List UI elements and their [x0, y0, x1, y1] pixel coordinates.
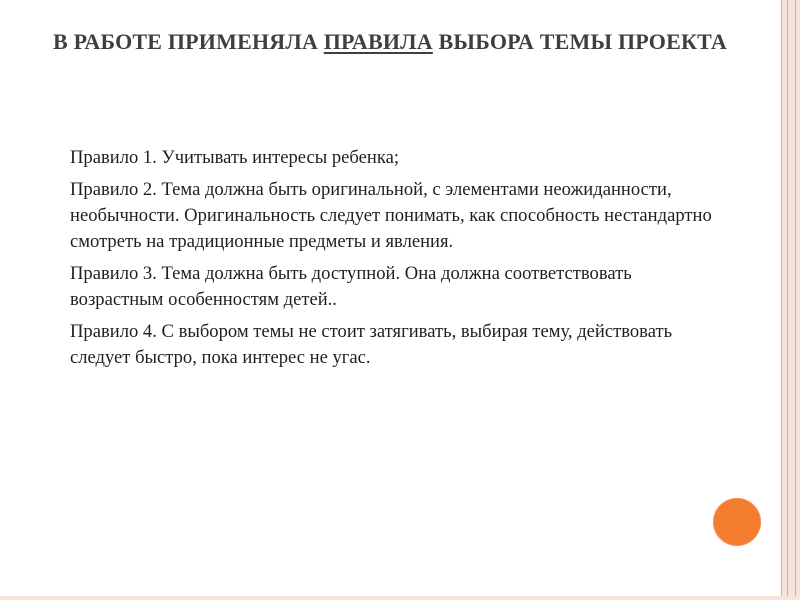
list-item: [40, 319, 720, 371]
frame-line: [787, 0, 788, 600]
slide-title: [40, 27, 740, 56]
list-item: [40, 261, 720, 313]
bullet-text: Правило 2. Тема должна быть оригинальной, с элементами неожиданности, необычности. Оригинальность следует понимать, как способность нестандартно смотреть на традиционные предметы и явления.: [70, 179, 712, 252]
frame-line: [781, 0, 782, 600]
bullet-text: Правило 4. С выбором темы не стоит затягивать, выбирая тему, действовать следует быстро, пока интерес не угас.: [70, 321, 673, 368]
orange-circle-icon: [713, 498, 761, 546]
bullet-text: Правило 1. Учитывать интересы ребенка;: [70, 147, 399, 168]
list-item: [40, 177, 720, 255]
title-underlined-word: ПРАВИЛА: [323, 29, 433, 54]
frame-line: [795, 0, 796, 600]
title-part-2: ВЫБОРА ТЕМЫ ПРОЕКТА: [432, 29, 727, 54]
title-part-1: В РАБОТЕ ПРИМЕНЯЛА: [53, 29, 324, 54]
right-frame-band: [782, 0, 800, 600]
bottom-frame-band: [0, 596, 800, 600]
rules-list: [40, 145, 720, 377]
bullet-text: Правило 3. Тема должна быть доступной. Она должна соответствовать возрастным особенностям детей..: [70, 263, 632, 310]
list-item: [40, 145, 720, 171]
